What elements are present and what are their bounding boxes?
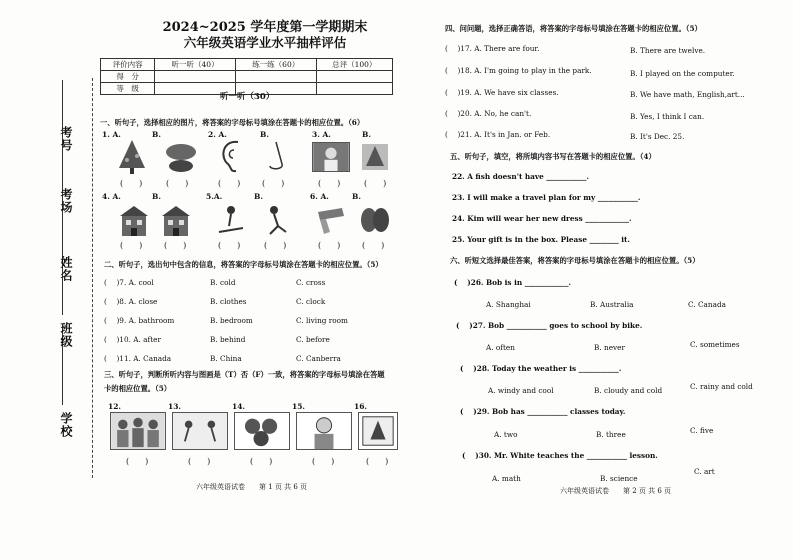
pic-label: 6. A.	[310, 192, 329, 201]
skating-picture	[260, 202, 292, 238]
footer-right: 六年级英语试卷 第 2 页 共 6 页	[560, 487, 672, 495]
score-cell	[235, 71, 316, 83]
answer-paren[interactable]: ( )	[218, 179, 241, 188]
pic-number: 13.	[168, 402, 182, 411]
part3-instruction-cont: 卡的相应位置。（5）	[104, 384, 172, 393]
answer-paren[interactable]: ( )	[120, 241, 143, 250]
option-a: A. windy and cool	[488, 386, 554, 395]
part1-instruction: 一、听句子，选择相应的图片，将答案的字母标号填涂在答题卡的相应位置。（6）	[100, 118, 365, 127]
left-page	[100, 20, 430, 500]
answer-paren[interactable]: ( )	[364, 179, 387, 188]
answer-paren[interactable]: ( )	[166, 179, 189, 188]
exam-no-line	[62, 80, 63, 120]
score-cell: 练一练（60）	[235, 59, 316, 71]
fireworks-picture	[162, 140, 200, 175]
christmas-tree-picture	[115, 138, 150, 176]
answer-paren[interactable]: ( )	[164, 241, 187, 250]
option-b: B. Australia	[590, 300, 634, 309]
pic-label: B.	[362, 130, 371, 139]
score-cell: 听一听（40）	[155, 59, 236, 71]
answer-paren[interactable]: ( )	[264, 241, 287, 250]
pic-label: B.	[152, 130, 161, 139]
question-20[interactable]: ( )20. A. No, he can't.	[445, 109, 532, 118]
option-c: C. five	[690, 426, 714, 435]
option-c: C. Canada	[688, 300, 726, 309]
option-b: B. behind	[210, 335, 246, 344]
option-a: A. Shanghai	[486, 300, 531, 309]
question-9[interactable]: ( )9. A. bathroom	[104, 316, 175, 325]
option-a: A. math	[492, 474, 521, 483]
group-photo-picture	[110, 412, 166, 450]
question-28[interactable]: ( )28. Today the weather is ___________.	[460, 364, 622, 373]
school-label: 学校	[59, 412, 73, 438]
school-building-picture	[118, 202, 150, 238]
cut-line	[92, 78, 93, 478]
answer-paren[interactable]: ( )	[126, 457, 149, 466]
option-a: A. two	[494, 430, 518, 439]
pic-label: B.	[260, 130, 269, 139]
footer-left: 六年级英语试卷 第 1 页 共 6 页	[196, 483, 308, 491]
pic-label: 5.A.	[206, 192, 223, 201]
part5-instruction: 五、听句子，填空，将所填内容书写在答题卡的相应位置。（4）	[450, 152, 656, 161]
option-b: B. science	[600, 474, 638, 483]
answer-paren[interactable]: ( )	[262, 179, 285, 188]
skiing-picture	[215, 202, 247, 238]
score-cell: 评价内容	[101, 59, 155, 71]
option-b: B. It's Dec. 25.	[630, 132, 685, 141]
pic-label: 4. A.	[102, 192, 121, 201]
option-c: C. cross	[296, 278, 326, 287]
scarf-picture	[314, 204, 348, 236]
option-c: C. Canberra	[296, 354, 341, 363]
part4-instruction: 四、问问题，选择正确答语，将答案的字母标号填涂在答题卡的相应位置。（5）	[445, 24, 702, 33]
question-17[interactable]: ( )17. A. There are four.	[445, 44, 540, 53]
option-b: B. never	[594, 343, 625, 352]
option-b: B. There are twelve.	[630, 46, 706, 55]
old-man-picture	[296, 412, 352, 450]
pic-number: 14.	[232, 402, 246, 411]
question-11[interactable]: ( )11. A. Canada	[104, 354, 172, 363]
right-page	[440, 0, 790, 500]
pic-label: 2. A.	[208, 130, 227, 139]
question-26[interactable]: ( )26. Bob is in ____________.	[454, 278, 572, 287]
option-b: B. clothes	[210, 297, 247, 306]
exam-subtitle: 六年级英语学业水平抽样评估	[183, 35, 347, 50]
option-c: C. sometimes	[690, 340, 740, 349]
part2-instruction: 二、听句子，选出句中包含的信息，将答案的字母标号填涂在答题卡的相应位置。（5）	[104, 260, 383, 269]
score-cell: 得 分	[101, 71, 155, 83]
question-23[interactable]: 23. I will make a travel plan for my ___________.	[452, 193, 641, 202]
kids-playing-picture	[172, 412, 228, 450]
question-19[interactable]: ( )19. A. We have six classes.	[445, 88, 559, 97]
answer-paren[interactable]: ( )	[120, 179, 143, 188]
name-label: 姓名	[59, 256, 73, 282]
option-c: C. before	[296, 335, 330, 344]
house-picture	[160, 202, 192, 238]
answer-paren[interactable]: ( )	[188, 457, 211, 466]
binding-margin	[0, 0, 90, 470]
answer-paren[interactable]: ( )	[318, 241, 341, 250]
answer-paren[interactable]: ( )	[312, 457, 335, 466]
family-picture	[312, 142, 350, 172]
score-cell	[316, 83, 392, 95]
class-label: 班级	[59, 322, 73, 348]
option-a: A. often	[486, 343, 515, 352]
option-c: C. rainy and cold	[690, 382, 753, 391]
part3-instruction: 三、听句子，判断所听内容与图画是（T）否（F）一致，将答案的字母标号填涂在答题	[104, 370, 385, 379]
pic-number: 15.	[292, 402, 306, 411]
pic-label: B.	[152, 192, 161, 201]
tomatoes-picture	[234, 412, 290, 450]
question-22[interactable]: 22. A fish doesn't have ___________.	[452, 172, 589, 181]
score-cell	[316, 71, 392, 83]
pic-number: 12.	[108, 402, 122, 411]
part6-instruction: 六、听短文选择最佳答案，将答案的字母标号填涂在答题卡的相应位置。（5）	[450, 256, 700, 265]
exam-title: 2024~2025 学年度第一学期期末	[162, 20, 368, 35]
score-cell: 等 级	[101, 83, 155, 95]
option-b: B. cold	[210, 278, 236, 287]
question-30[interactable]: ( )30. Mr. White teaches the ___________ lesson.	[462, 451, 658, 460]
option-b: B. three	[596, 430, 626, 439]
option-b: B. Yes, I think I can.	[630, 112, 705, 121]
question-8[interactable]: ( )8. A. close	[104, 297, 158, 306]
question-18[interactable]: ( )18. A. I'm going to play in the park.	[445, 66, 592, 75]
option-c: C. clock	[296, 297, 326, 306]
question-27[interactable]: ( )27. Bob ___________ goes to school by bike.	[456, 321, 643, 330]
answer-paren[interactable]: ( )	[362, 241, 385, 250]
pic-label: B.	[352, 192, 361, 201]
question-24[interactable]: 24. Kim will wear her new dress ____________.	[452, 214, 632, 223]
pic-label: B.	[254, 192, 263, 201]
exam-no-label: 考号	[59, 126, 73, 152]
room-label: 考场	[59, 188, 73, 214]
score-cell	[155, 71, 236, 83]
ear-picture	[218, 138, 246, 174]
score-cell: 总评（100）	[316, 59, 392, 71]
question-7[interactable]: ( )7. A. cool	[104, 278, 154, 287]
option-b: B. We have math, English,art...	[630, 90, 745, 99]
christmas-card-picture	[358, 412, 398, 450]
nose-picture	[262, 140, 290, 174]
listening-heading: 听一听（30）	[220, 92, 275, 102]
pic-label: 3. A.	[312, 130, 331, 139]
pic-number: 16.	[354, 402, 368, 411]
option-b: B. cloudy and cold	[594, 386, 663, 395]
gloves-picture	[358, 204, 392, 236]
option-b: B. I played on the computer.	[630, 69, 735, 78]
question-29[interactable]: ( )29. Bob has ___________ classes today.	[460, 407, 626, 416]
question-21[interactable]: ( )21. A. It's in Jan. or Feb.	[445, 130, 551, 139]
option-c: C. living room	[296, 316, 348, 325]
option-b: B. bedroom	[210, 316, 253, 325]
option-c: C. art	[694, 467, 715, 476]
question-25[interactable]: 25. Your gift is in the box. Please ________ it.	[452, 235, 630, 244]
pic-label: 1. A.	[102, 130, 121, 139]
question-10[interactable]: ( )10. A. after	[104, 335, 161, 344]
party-picture	[360, 140, 390, 174]
answer-paren[interactable]: ( )	[366, 457, 389, 466]
answer-paren[interactable]: ( )	[218, 241, 241, 250]
option-b: B. China	[210, 354, 242, 363]
answer-paren[interactable]: ( )	[318, 179, 341, 188]
answer-paren[interactable]: ( )	[250, 457, 273, 466]
